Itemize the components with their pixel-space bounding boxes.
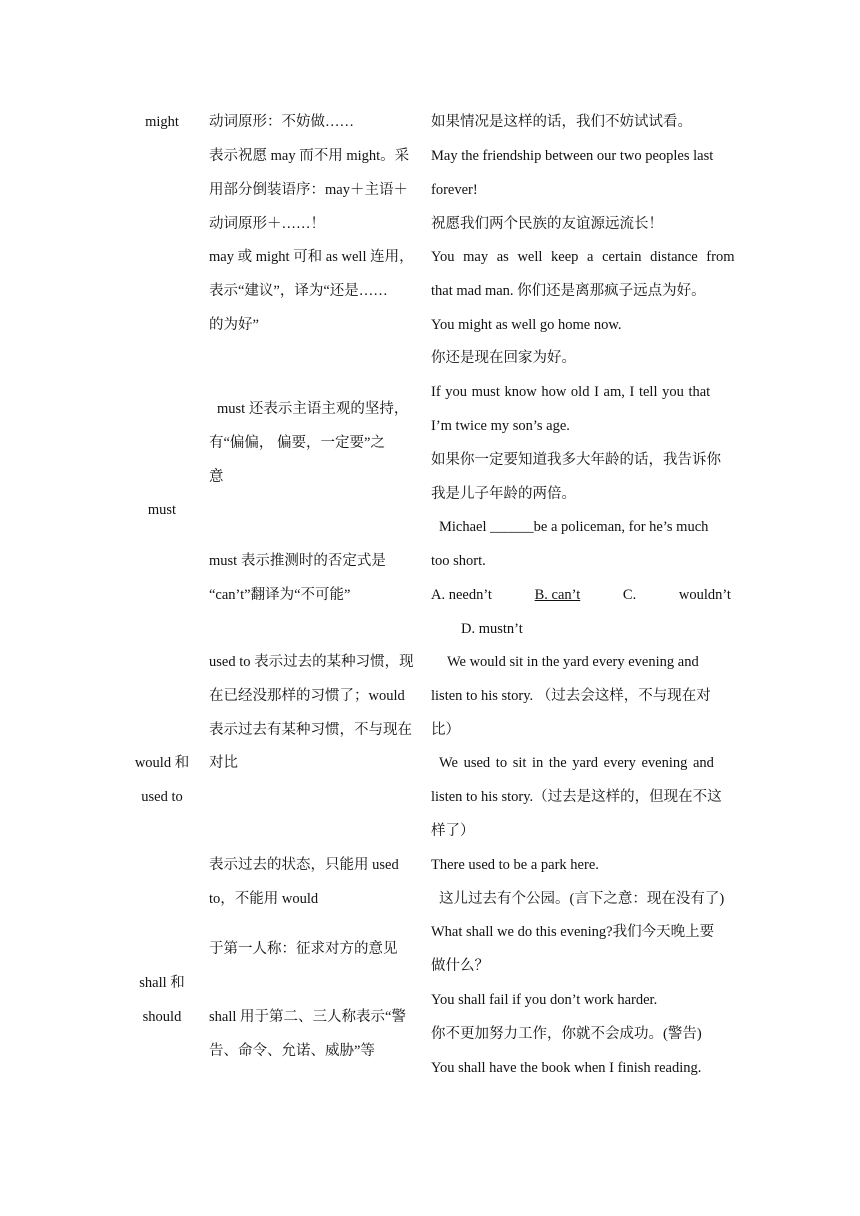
usage-would-2b: to，不能用 would (209, 891, 319, 907)
usage-would-1d: 对比 (209, 755, 238, 771)
usage-shall-2a: shall 用于第二、三人称表示“警 (209, 1009, 406, 1025)
term-used-to: used to (141, 789, 183, 805)
usage-might-3b: 表示“建议”，译为“还是…… (209, 283, 388, 299)
usage-must-2a: must 表示推测时的否定式是 (209, 553, 386, 569)
example-line: 你还是现在回家为好。 (431, 350, 576, 366)
option-d: D. mustn’t (461, 621, 523, 637)
example-line: 比） (431, 722, 460, 738)
example-line: We used to sit in the yard every evening and (439, 755, 714, 771)
option-b-correct: B. can’t (534, 587, 581, 603)
usage-might-2b: 用部分倒装语序：may＋主语＋ (209, 182, 408, 198)
example-line: 你不更加努力工作，你就不会成功。(警告) (431, 1026, 702, 1042)
example-line: 我是儿子年龄的两倍。 (431, 486, 576, 502)
usage-would-1c: 表示过去有某种习惯，不与现在 (209, 722, 412, 738)
example-line: You shall fail if you don’t work harder. (431, 992, 658, 1008)
example-line: Michael ______be a policeman, for he’s much (439, 519, 709, 535)
option-c-word: wouldn’t (678, 587, 731, 603)
example-line: I’m twice my son’s age. (431, 418, 570, 434)
example-line: 这儿过去有个公园。(言下之意：现在没有了) (439, 891, 725, 907)
example-line: forever! (431, 182, 478, 198)
usage-must-2b: “can’t”翻译为“不可能” (209, 587, 351, 603)
usage-might-3c: 的为好” (209, 317, 259, 333)
example-line: May the friendship between our two peoples last (431, 148, 714, 164)
option-a: A. needn’t (431, 587, 492, 603)
example-line: 祝愿我们两个民族的友谊源远流长！ (431, 216, 663, 232)
example-line: You may as well keep a certain distance from (431, 249, 735, 265)
example-line: What shall we do this evening?我们今天晚上要 (431, 924, 715, 940)
usage-might-2c: 动词原形＋……！ (209, 216, 325, 232)
usage-must-1c: 意 (209, 469, 224, 485)
example-line: If you must know how old I am, I tell you that (431, 384, 711, 400)
usage-must-1b: 有“偏偏， 偏要，一定要”之 (209, 435, 385, 451)
example-line: listen to his story. （过去会这样，不与现在对 (431, 688, 711, 704)
example-line: too short. (431, 553, 486, 569)
usage-might-1: 动词原形：不妨做…… (209, 114, 354, 130)
example-line: There used to be a park here. (431, 857, 599, 873)
term-might: might (145, 114, 179, 130)
usage-would-2a: 表示过去的状态，只能用 used (209, 857, 399, 873)
usage-would-1b: 在已经没那样的习惯了；would (209, 688, 405, 704)
term-must: must (147, 502, 177, 518)
usage-must-1a: must 还表示主语主观的坚持， (217, 401, 409, 417)
example-line: that mad man. 你们还是离那疯子远点为好。 (431, 283, 706, 299)
usage-might-3a: may 或 might 可和 as well 连用， (209, 249, 414, 265)
usage-would-1a: used to 表示过去的某种习惯，现 (209, 654, 414, 670)
example-line: 如果情况是这样的话，我们不妨试试看。 (431, 114, 692, 130)
term-shall: shall 和 (139, 975, 185, 991)
usage-shall-2b: 告、命令、允诺、威胁”等 (209, 1043, 375, 1059)
term-should: should (142, 1009, 182, 1025)
example-line: 如果你一定要知道我多大年龄的话，我告诉你 (431, 452, 721, 468)
example-line: You shall have the book when I finish reading. (431, 1060, 702, 1076)
example-line: 做什么？ (431, 958, 489, 974)
example-line: You might as well go home now. (431, 317, 622, 333)
example-line: listen to his story.（过去是这样的，但现在不这 (431, 789, 722, 805)
answer-options (431, 585, 731, 605)
example-line: We would sit in the yard every evening and (447, 654, 699, 670)
term-would: would 和 (134, 755, 190, 771)
usage-might-2a: 表示祝愿 may 而不用 might。采 (209, 148, 410, 164)
example-line: 样了） (431, 823, 475, 839)
usage-shall-1: 于第一人称：征求对方的意见 (209, 941, 398, 957)
option-c: C. (622, 587, 637, 603)
